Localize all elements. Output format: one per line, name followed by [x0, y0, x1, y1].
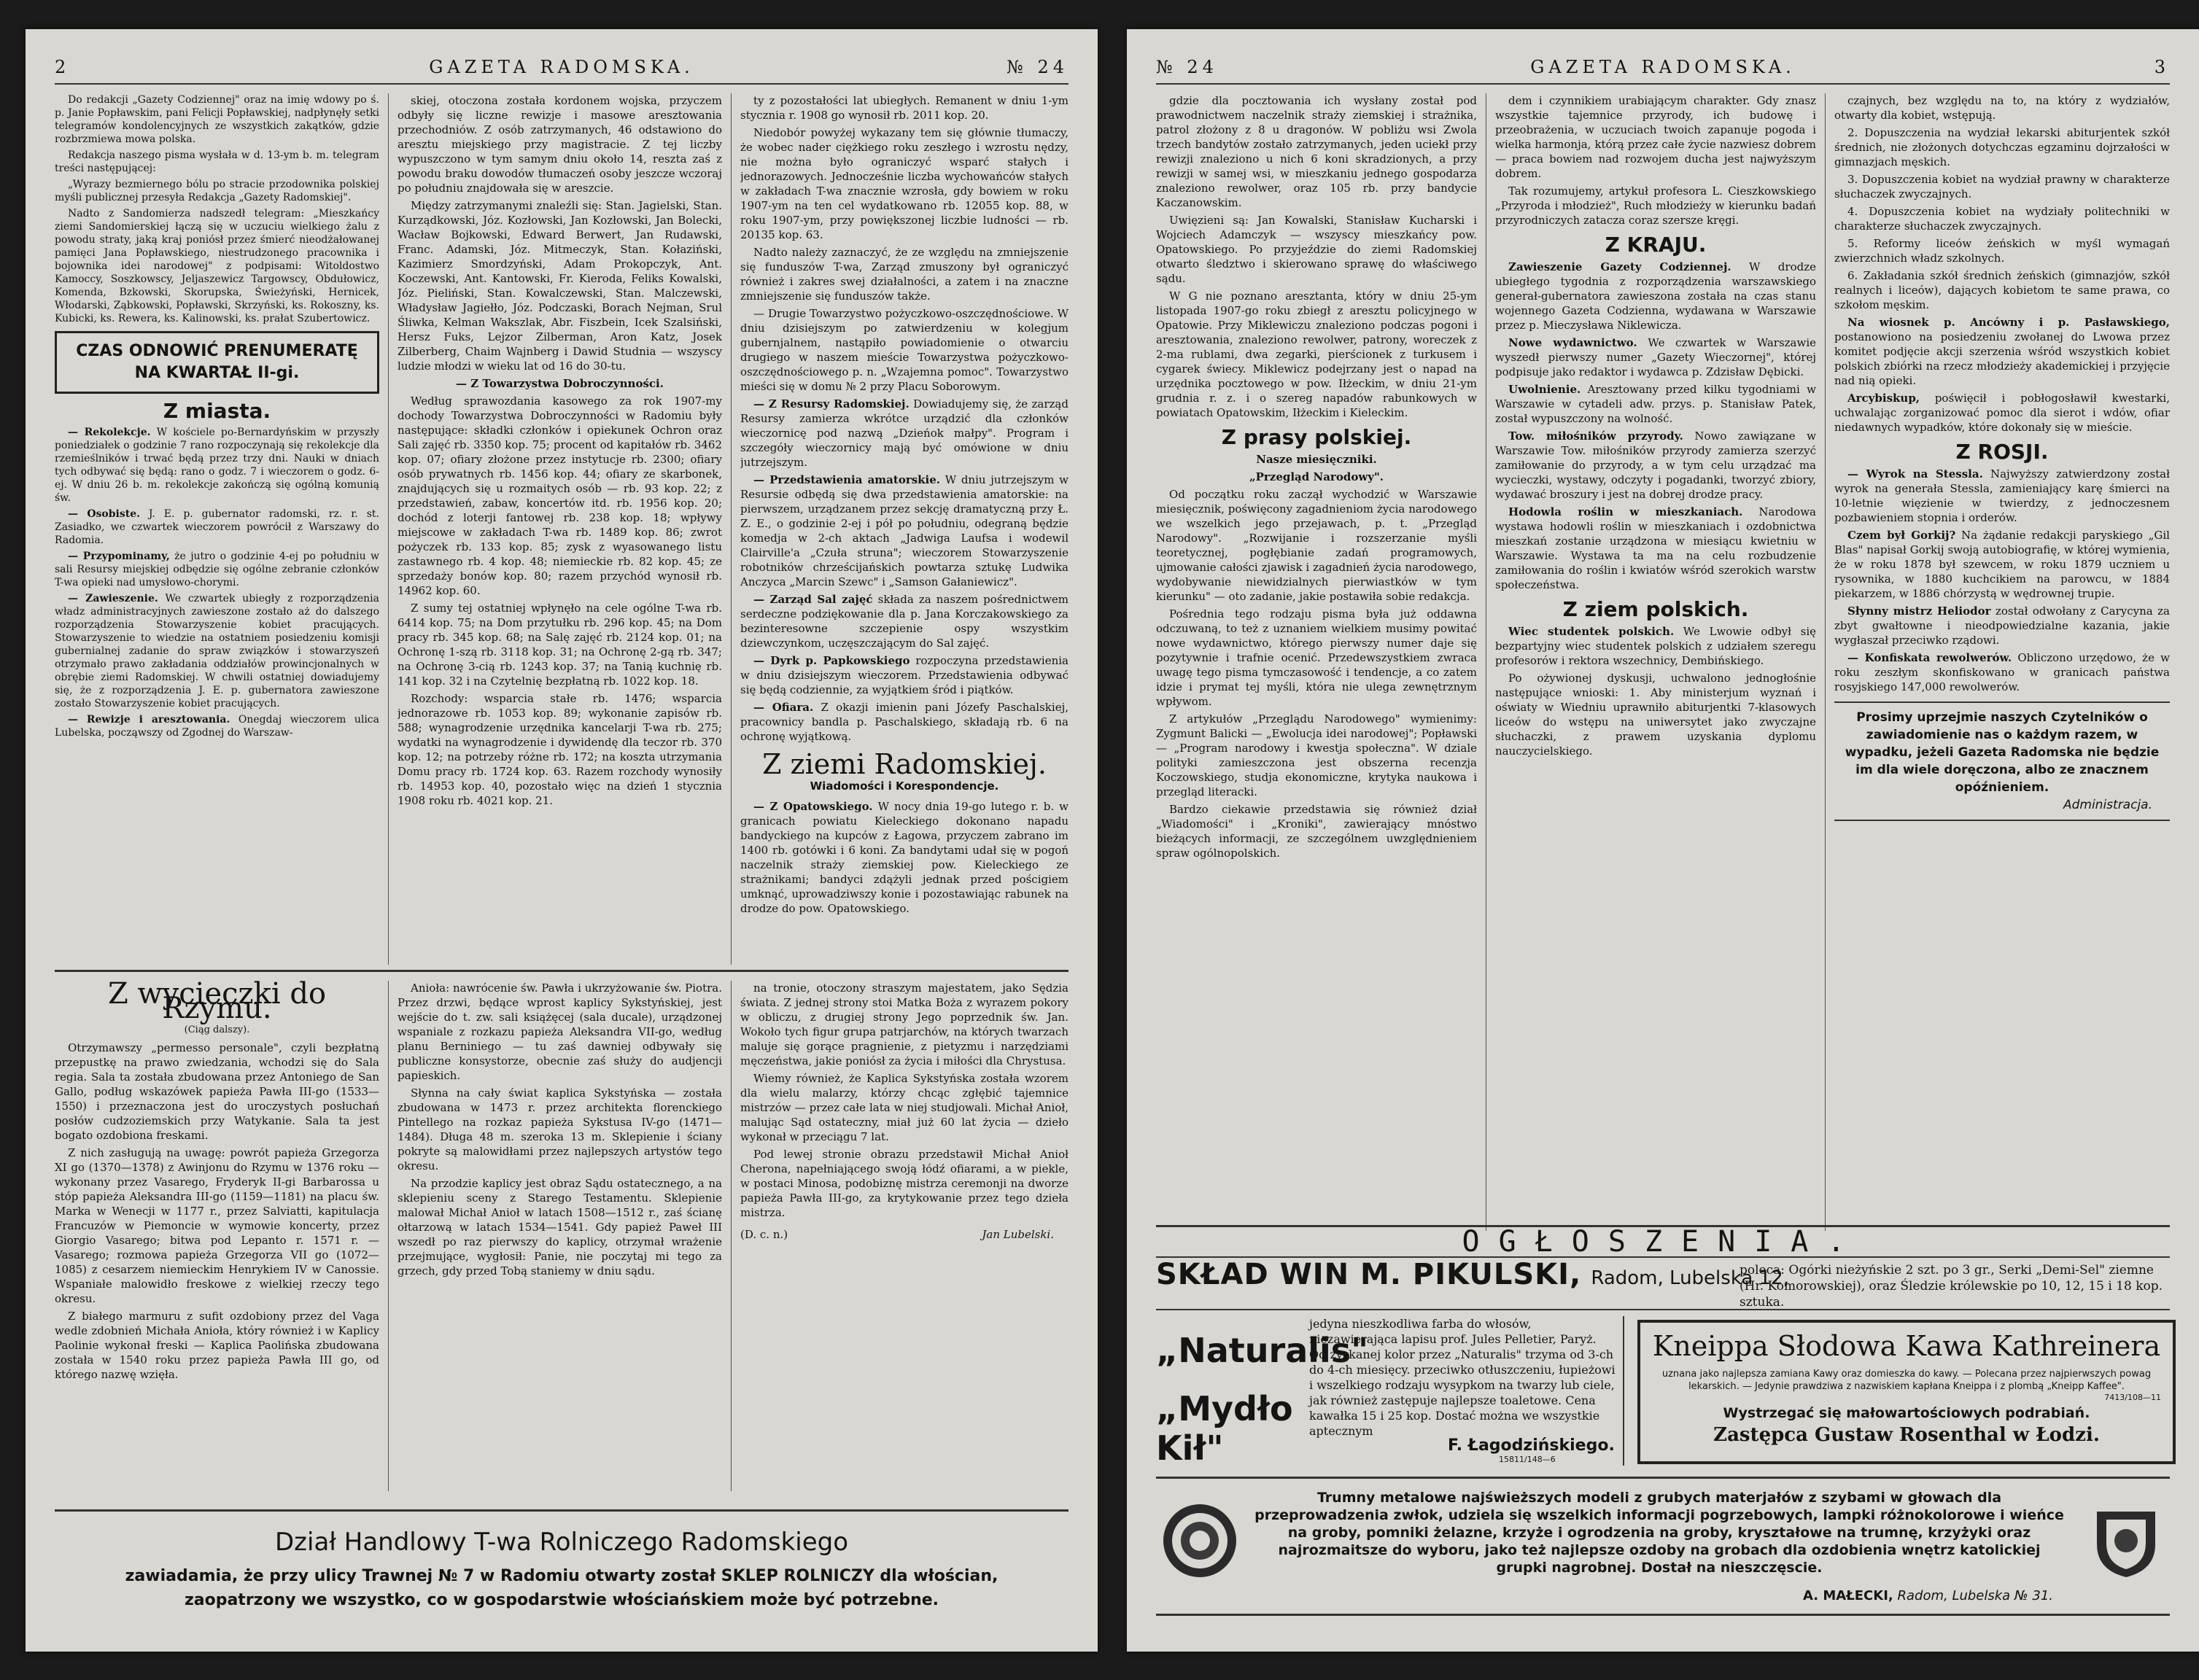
page-header — [55, 57, 1069, 85]
news-items — [55, 426, 379, 739]
coffins-ad — [1156, 1477, 2170, 1616]
naturalis-ad — [1156, 1316, 1624, 1466]
paragraph: Na przodzie kaplicy jest obraz Sądu ostatecznego, a na sklepieniu sceny z Starego Testamentu. Sklepienie malował Michał Anioł w latach 1508—1512 r., zaś ścianę ołtarzową w latach 1534—1541. Gdy papież Paweł III wszedł po raz pierwszy do kaplicy, otrzymał wrażenie przejmujące, wygłosił: Panie, nie poczytaj mi tego za grzech, gdy przed Tobą staniemy w dniu sądu. — [397, 1177, 722, 1278]
crest-emblem-icon — [2086, 1501, 2166, 1581]
news-item: Nowe wydawnictwo. We czwartek w Warszawie wyszedł pierwszy numer „Gazety Wieczornej", której podpisuje jako redaktor i wydawca p. Zdzisław Dębicki. — [1495, 336, 1816, 378]
paragraph: Wiemy również, że Kaplica Sykstyńska została wzorem dla wielu malarzy, którzy chcąc zgłębić tajemnice mistrzów — przez całe lata w niej studjowali. Michał Anioł, malując Sąd ostateczny, miał już 60 lat życia — dzieło wykonał w przeciągu 7 lat. — [740, 1072, 1069, 1143]
paragraph: Z białego marmuru z sufit ozdobiony przez del Vaga wedle zdobnień Michała Anioła, który również i w Kaplicy Paolinie wykonał freski — Kaplica Paolińska zbudowana została w 1540 roku przez papieża Pawła III go, od którego nazwę wzięła. — [55, 1310, 379, 1381]
ad-line: zaopatrzony we wszystko, co w gospodarstwie włościańskiem może być potrzebne. — [184, 1591, 939, 1609]
readers-notice — [1834, 701, 2170, 821]
subscription-notice-box: CZAS ODNOWIĆ PRENUMERATĘ NA KWARTAŁ II-gi. — [55, 331, 379, 394]
ad-reference: 15811/148—6 — [1499, 1455, 1556, 1464]
naturalis-name: „Naturalis" — [1156, 1331, 1369, 1370]
section-title-z-prasy-polskiej: Z prasy polskiej. — [1221, 425, 1412, 449]
kneipp-agent: Zastępca Gustaw Rosenthal w Łodzi. — [1713, 1424, 2100, 1446]
mydlo-kil-name: „Mydło Kił" — [1156, 1389, 1293, 1468]
paragraph: Redakcja naszego pisma wysłała w d. 13-ym b. m. telegram treści następującej: — [55, 149, 379, 174]
paragraph: W G nie poznano aresztanta, który w dniu 25-ym listopada 1907-go roku zbiegł z aresztu policyjnego w Opatowie. Przy Miklewiczu znaleziono podczas pogoni i aresztowania, znaleziono rewolwer, patrony, woreczek z 2-ma rublami, dwa zegarki, pierścionek z turkusem i cygarek świecy. Miklewicz podejrzany jest o napad na urzędnika pocztowego w pow. Iłżeckim, w dniu 21-ym grudnia r. z. i o szereg napadów rabunkowych w powiatach Opatowskim, Iłżeckim i Kieleckim. — [1156, 289, 1477, 419]
column-2 — [397, 93, 722, 965]
feuilleton-column-3 — [740, 981, 1069, 1491]
issue-number: № 24 — [1007, 57, 1069, 77]
column-1 — [55, 93, 379, 965]
news-item: Zawieszenie Gazety Codziennej. W drodze ubiegłego tygodnia z rozporządzenia warszawskiego generał-gubernatora zawieszona została na czas stanu wojennego Gazeta Codzienna, wydawana w Warszawie przez p. Mieczysława Niklewicza. — [1495, 260, 1816, 332]
left-page — [26, 29, 1098, 1652]
paragraph: Otrzymawszy „permesso personale", czyli bezpłatną przepustkę na prawo zwiedzania, wchodzi się do Sala regia. Sala ta została zbudowana przez Antoniego de San Gallo, podług wskazówek papieża Pawła III-go (1533—1550) i przeznaczona jest do uroczystych posłuchań posłów cudzoziemskich przy Watykanie. Sala ta jest bogato ozdobiona freskami. — [55, 1041, 379, 1142]
right-page — [1127, 29, 2199, 1652]
kneipp-warning: Wystrzegać się małowartościowych podrabiań. — [1723, 1405, 2090, 1421]
column-3 — [740, 93, 1069, 965]
paragraph: Rozchody: wsparcia stałe rb. 1476; wsparcia jednorazowe rb. 1053 kop. 89; wykonanie zapisów rb. 588; wynagrodzenie urzędnika kancelarji T-wa rb. 275; wydatki na wynagrodzenie i dywidendę dla teczor rb. 370 kop. 12; na potrzeby różne rb. 172; na koszta utrzymania Domu pracy rb. 1724 kop. 63. Razem rozchody wynosiły rb. 14953 kop. 40, pozostało więc na dzień 1 stycznia 1908 roku rb. 4021 kop. 21. — [397, 692, 722, 807]
continuation-mark: (D. c. n.) — [740, 1228, 788, 1241]
paragraph: gdzie dla pocztowania ich wysłany został pod prawodnictwem naczelnik straży ziemskiej i strażnika, patrol złożony z 8 u dragonów. W pobliżu wsi Zwola trzech bandytów zostało zatrzymanych, jeden uciekł przy rewizji znaleziono u nich 6 koni skradzionych, a przy rewizji w samej wsi, w mieszkaniu jednego gospodarza znaleziono rewolwer, oraz 105 rb. przy bandycie Kaczanowskim. — [1156, 94, 1477, 209]
paragraph: Do redakcji „Gazety Codziennej" oraz na imię wdowy po ś. p. Janie Popławskim, pani Felicji Popławskiej, nadpłynęły setki telegramów kondolencyjnych ze wszystkich zakątków, gdzie rozbrzmiewa mowa polska. — [55, 94, 379, 145]
section-title-z-miasta: Z miasta. — [163, 399, 271, 423]
author-signature: Jan Lubelski. — [982, 1228, 1054, 1241]
paragraph: Tak rozumujemy, artykuł profesora L. Cieszkowskiego „Przyroda i młodzież", Ruch młodzieży w kierunku badań przyrodniczych zatacza coraz szersze kręgi. — [1495, 184, 1816, 227]
naturalis-dealer: F. Łagodzińskiego. — [1448, 1436, 1615, 1455]
paragraph: Od początku roku zaczął wychodzić w Warszawie miesięcznik, poświęcony zagadnieniom życia narodowego we wszelkich jego przejawach, p. t. „Przegląd Narodowy". „Rozwijanie i rozszerzanie myśli teoretycznej, pogłębianie zadań programowych, ujmowanie całości zjawisk i zagadnień życia narodowego, wydobywanie niewidzialnych pierwiastków w tym kierunku" — oto zadanie, jakie postawiła sobie redakcja. — [1156, 488, 1477, 603]
section-title-z-rosji: Z ROSJI. — [1955, 440, 2049, 464]
paragraph: 2. Dopuszczenia na wydział lekarski abiturjentek szkół średnich, nie złożonych dotychczas egzaminu dojrzałości w gimnazjach męskich. — [1834, 126, 2170, 168]
column-divider — [388, 93, 389, 965]
paragraph: na tronie, otoczony straszym majestatem, jako Sędzia świata. Z jednej strony stoi Matka Boża z wyrazem pokory w obliczu, z drugiej strony Jego poprzednik św. Jan. Wokoło tych figur grupa patrjarchów, na których twarzach maluje się gorące pragnienie, z pietyzmu i narzędziami męczeństwa, jakie poniósł za życia i miłości dla Chrystusa. — [740, 981, 1069, 1068]
notice-text: Prosimy uprzejmie naszych Czytelników o zawiadomienie nas o każdym razem, w wypadku, jeżeli Gazeta Radomska nie będzie im dla wiele doręczona, albo ze znacznem opóźnieniem. — [1845, 710, 2160, 795]
feuilleton-column-2 — [397, 981, 722, 1491]
feuilleton-title: Z wycieczki do Rzymu. — [107, 981, 327, 1025]
continued-note: (Ciąg dalszy). — [184, 1024, 250, 1035]
page-number: 3 — [2154, 57, 2170, 77]
ads-heading-bar — [1156, 1225, 2170, 1258]
column-3 — [1834, 93, 2170, 1231]
section-title-z-ziemi-radomskiej: Z ziemi Radomskiej. — [762, 748, 1047, 780]
coffins-text: Trumny metalowe najświeższych modeli z grubych materjałów z szybami w głowach dla przeprowadzenia zwłok, udziela się wszelkich informacji pogrzebowych, lampki różnokolorowe i wieńce na groby, pomniki żelazne, krzyże i ogrodzenia na groby, kryształowe na trumnę, krzyżyki oraz najrozmaitsze do wyboru, jako też najlepsze ozdoby na grobach dla ozdobienia wnętrz katolickiej grupki nagrobnej. Dostał na nieszczęscie. — [1254, 1490, 2064, 1576]
news-item: — Osobiste. J. E. p. gubernator radomski, rz. r. st. Zasiadko, we czwartek wieczorem powrócił z Warszawy do Radomia. — [55, 508, 379, 546]
newspaper-title: GAZETA RADOMSKA. — [429, 57, 694, 77]
ad-heading: Dział Handlowy T-wa Rolniczego Radomskiego — [274, 1528, 849, 1557]
kneipp-text: uznana jako najlepsza zamiana Kawy oraz domieszka do kawy. — Polecana przez najpierwszych powag lekarskich. — Jedynie prawdziwa z nazwiskiem kapłana Kneippa i z plombą „Kneipp Kaffee". — [1661, 1369, 2152, 1392]
news-item: Czem był Gorkij? Na żądanie redakcji paryskiego „Gil Blas" napisał Gorkij swoją autobiografię, w której wymienia, że w roku 1878 był szewcem, w roku 1879 uczniem u rysownika, w 1880 kuchcikiem na parowcu, w 1884 piekarzem, w 1886 chórzystą w wędrownej trupie. — [1834, 529, 2170, 600]
column-divider — [731, 93, 732, 965]
paragraph: Między zatrzymanymi znaleźli się: Stan. Jagielski, Stan. Kurządkowski, Józ. Kozłowski, Jan Kozłowski, Jan Bolecki, Wacław Bojkowski, Edward Berwert, Jan Rudawski, Franc. Adamski, Józ. Mitmeczyk, Stan. Kołaziński, Kazimierz Smordzyński, Adam Prokopczyk, Ant. Koczewski, Ant. Kantowski, Fr. Kieroda, Feliks Kowalski, Józ. Pieliński, Stan. Kowalczewski, Stan. Malczewski, Władysław Jagiełło, Józ. Podczaski, Borach Nejman, Srul Śliwka, Kelman Wakszlak, Abr. Fiszbein, Icek Szalsiński, Hersz Fuks, Lejzor Zilberman, Aron Katz, Josek Zilberberg, Chaim Wajnberg i Dawid Studnia — wszyscy ludzie młodzi w wieku lat od 16 do 30-tu. — [397, 199, 722, 373]
wine-shop-ad — [1156, 1258, 2170, 1310]
paragraph: Według sprawozdania kasowego za rok 1907-my dochody Towarzystwa Dobroczynności w Radomiu były następujące: składki członków i opiekunek Ochron oraz Sali zajęć rb. 3350 kop. 75; procent od kapitałów rb. 3462 kop. 07; ofiary złożone przez instytucje rb. 2300; ofiary osób prywatnych rb. 1456 kop. 44; ofiary ze skarbonek, znajdujących się u rozmaitych osób — rb. 93 kop. 22; z przedstawień, zabaw, koncertów itd. rb. 1956 kop. 20; dochód z loterji fantowej rb. 238 kop. 18; wpływy miejscowe w zakładach T-wa rb. 1489 kop. 86; zwrot pożyczek rb. 133 kop. 85; zysk z wyasowanego listu zastawnego rb. 4 kop. 48; niemieckie rb. 82 kop. 45; ze sprzedaży bonów kop. 80; razem przychód wynosił rb. 14962 kop. 60. — [397, 394, 722, 597]
paragraph: Niedobór powyżej wykazany tem się głównie tłumaczy, że wobec nader ciężkiego roku zeszłego i wzrostu nędzy, nie można było ograniczyć wsparć stałych i jednorazowych. Jednocześnie liczba wychowańców stałych w zakładach T-wa znacznie wzrosła, gdy bowiem w roku 1907-ym na ten cel wydatkowano rb. 12055 kop. 88, w roku 1907-ym, przy powiększonej liczbie ludności — rb. 20135 kop. 63. — [740, 126, 1069, 241]
news-item: Słynny mistrz Heliodor został odwołany z Carycyna za zbyt gwałtowne i nieodpowiedzialne kazania, jakie wygłaszał przeciwko rządowi. — [1834, 604, 2170, 647]
paragraph: Pośrednia tego rodzaju pisma była już oddawna odczuwaną, to też z uznaniem wielkiem musimy powitać nowe wydawnictwo, którego pierwszy numer daje się pozytywnie i trafnie ocenić. Przedewszystkiem zwraca uwagę tego pisma tymczasowość i tendencje, a co zatem idzie i prymat tej myśli, która nie ulega zewnętrznym wpływom. — [1156, 607, 1477, 708]
paragraph: 5. Reformy liceów żeńskich w myśl wymagań zwierzchnich władz szkolnych. — [1834, 237, 2170, 265]
paragraph: 4. Dopuszczenia kobiet na wydziały politechniki w charakterze słuchaczek zwyczajnych. — [1834, 205, 2170, 233]
paragraph: Pod lewej stronie obrazu przedstawił Michał Anioł Cherona, napełniającego swoją łódź ofiarami, a w piekle, w postaci Minosa, podobiznę mistrza ceremonji na dworze papieża Pawła III-go, za krytykowanie przez tego dzieła mistrza. — [740, 1148, 1069, 1219]
notice-signature: Administracja. — [2063, 798, 2152, 812]
paragraph: czajnych, bez względu na to, na który z wydziałów, otwarty dla kobiet, wstępują. — [1834, 94, 2170, 122]
column-divider — [731, 981, 732, 1491]
wine-shop-address: Radom, Lubelska 12, — [1591, 1267, 1789, 1289]
naturalis-text: jedyna nieszkodliwa farba do włosów, niezawierająca lapisu prof. Jules Pelletier, Paryż. Od zyskanej kolor przez „Naturalis" trzyma od 3-ch do 4-ch miesięcy. przeciwko otłuszczeniu, łupieżowi i wszelkiego rodzaju wysypkom na twarzy lub ciele, jak również zastępuje najlepsze toaletowe. Cena kawałka 15 i 25 kop. Dostać można we wszystkie aptecznym — [1309, 1317, 1616, 1438]
news-item: — Wyrok na Stessla. Najwyższy zatwierdzony został wyrok na generała Stessla, zamieniający karę śmierci na 10-letnie więzienie w twierdzy, z jednoczesnem pozbawieniem stopnia i orderów. — [1834, 467, 2170, 524]
kneipp-title: Kneippa Słodowa Kawa Kathreinera — [1652, 1330, 2161, 1362]
section-title-z-ziem-polskich: Z ziem polskich. — [1562, 597, 1749, 621]
news-item: — Przypominamy, że jutro o godzinie 4-ej po południu w sali Resursy miejskiej odbędzie się ogólne zebranie członków T-wa opieki nad umysłowo-chorymi. — [55, 551, 379, 588]
paragraph: „Wyrazy bezmiernego bólu po stracie przodownika polskiej myśli publicznej przesyła Redakcja „Gazety Radomskiej". — [55, 179, 379, 203]
news-item: Wiec studentek polskich. We Lwowie odbył się bezpartyjny wiec studentek polskich z udziałem szeregu profesorów i rektora wszechnicy, Dembińskiego. — [1495, 625, 1816, 667]
news-item: — Zawieszenie. We czwartek ubiegły z rozporządzenia władz administracyjnych zawieszone zostało aż do dalszego rozporządzenia Stowarzyszenie kobiet pracujących. Stowarzyszenie to wiedzie na ostatniem posiedzeniu komisji gubernialnej zadanie do spraw związków i stowarzyszeń otrzymało prawo zakładania oddziałów prowincjonalnych w obrębie ziemi Radomskiej. W chwili ostatniej dowiadujemy się, że z rozporządzenia J. E. p. gubernatora zawieszone zostało Stowarzyszenie kobiet pracujących. — [55, 593, 379, 709]
paragraph: ty z pozostałości lat ubiegłych. Remanent w dniu 1-ym stycznia r. 1908 go wynosił rb. 2011 kop. 20. — [740, 94, 1069, 122]
subsection-title: „Przegląd Narodowy". — [1249, 470, 1384, 483]
wine-shop-offer: poleca: Ogórki nieżyńskie 2 szt. po 3 gr., Serki „Demi-Sel" ziemne (Hr. Komorowskiej), oraz Śledzie królewskie po 10, 12, 15 i 18 kop. sztuka. — [1740, 1263, 2163, 1310]
news-item: — Z Opatowskiego. W nocy dnia 19-go lutego r. b. w granicach powiatu Kieleckiego dokonano napadu bandyckiego na kupców z Łagowa, przyczem zabrano im 1400 rb. gotówki i 6 koni. Za bandytami udał się w pogoń naczelnik straży ziemskiej pow. Kieleckiego ze strażnikami; bandyci zdążyli jednak przed pościgiem umknąć, uprowadziwszy konie i pozostawiając rabunek na drodze do pow. Opatowskiego. — [740, 800, 1069, 915]
paragraph: Z sumy tej ostatniej wpłynęło na cele ogólne T-wa rb. 6414 kop. 75; na Dom przytułku rb. 296 kop. 45; na Dom pracy rb. 345 kop. 68; na Salę zajęć rb. 2124 kop. 01; na Ochronę 1-szą rb. 3118 kop. 31; na Ochronę 2-gą rb. 347; na Ochronę 3-cią rb. 1243 kop. 37; na Tanią kuchnię rb. 141 kop. 32 i na Czytelnię bezpłatną rb. 1022 kop. 18. — [397, 602, 722, 688]
newspaper-title: GAZETA RADOMSKA. — [1530, 57, 1796, 77]
paragraph: Nadto należy zaznaczyć, że ze względu na zmniejszenie się funduszów T-wa, Zarząd zmuszony był ograniczyć również i zakres swej działalności, a zatem i na znaczne zmniejszenie się funduszów także. — [740, 246, 1069, 303]
news-item: Tow. miłośników przyrody. Nowo zawiązane w Warszawie Tow. miłośników przyrody zamierza szerzyć zamiłowanie do przyrody, a w tym celu urządzać ma wycieczki, wystawy, odczyty i pogadanki, tworzyć zbiory, wydawać broszury i jest na dobrej drodze pracy. — [1495, 429, 1816, 501]
news-item: — Rewizje i aresztowania. Onegdaj wieczorem ulica Lubelska, począwszy od Zgodnej do Warszaw- — [55, 714, 379, 739]
page-number: 2 — [55, 57, 71, 77]
paragraph: — Drugie Towarzystwo pożyczkowo-oszczędnościowe. W dniu dzisiejszym po zatwierdzeniu w kolegjum gubernjalnem, nastąpiło powiadomienie o otwarciu drugiego w naszem mieście Towarzystwa pożyczkowo-oszczędnościowego p. n. „Wzajemna pomoc". Towarzystwo mieści się w domu № 2 przy Placu Soborowym. — [740, 307, 1069, 393]
paragraph: 6. Zakładania szkół średnich żeńskich (gimnazjów, szkół realnych i liceów), dających kobietom te same prawa, co szkołom męskim. — [1834, 269, 2170, 311]
ads-heading: OGŁOSZENIA. — [1462, 1225, 1864, 1259]
paragraph: Nadto z Sandomierza nadszedł telegram: „Mieszkańcy ziemi Sandomierskiej łączą się w uczuciu wielkiego żalu z powodu straty, jaką kraj poniósł przez śmierć nieodżałowanej pamięci Jana Popławskiego, niestrudzonego pracownika i bojownika idei narodowej" z podpisami: Witoldostwo Kamoccy, Soszkowscy, Jeljaszewicz Targowscy, Obdułowicz, Komenda, Bzkowski, Skorupska, Świeżyński, Hernicek, Włodarski, Ząbkowski, Popławski, Skrzyński, ks. Rokoszny, ks. Kubicki, ks. Rewera, ks. Kalinowski, ks. prałat Szubertowicz. — [55, 208, 379, 324]
subsection-title: — Z Towarzystwa Dobroczynności. — [456, 377, 664, 390]
news-item: — Konfiskata rewolwerów. Obliczono urzędowo, że w roku zeszłym skonfiskowano w granicach państwa rosyjskiego 147,000 rewolwerów. — [1834, 651, 2170, 693]
news-item: Hodowla roślin w mieszkaniach. Narodowa wystawa hodowli roślin w mieszkaniach i ozdobnictwa mieszkań zostanie urządzona w miesiącu kwietniu w Warszawie. Wystawa ta ma na celu rozbudzenie zamiłowania do roślin i kwiatów wśród szerokich warstw społeczeństwa. — [1495, 505, 1816, 591]
issue-number: № 24 — [1156, 57, 1218, 77]
news-item: Na wiosnek p. Ancówny i p. Pasławskiego, postanowiono na posiedzeniu zwołanej do Lwowa przez komitet podjęcie akcji szerzenia wśród wszystkich kobiet polskich zbiórki na rzecz młodzieży akademickiej i przyjęcie nad nią opieki. — [1834, 316, 2170, 387]
news-item: — Z Resursy Radomskiej. Dowiadujemy się, że zarząd Resursy zamierza wkrótce urządzić dla członków wieczornicę pod nazwą „Dzieńok małpy". Program i szczegóły wieczornicy mają być omówione w dniu jutrzejszym. — [740, 397, 1069, 469]
news-item: — Przedstawienia amatorskie. W dniu jutrzejszym w Resursie odbędą się dwa przedstawienia amatorskie: na pierwszem, urządzanem przez sekcję dramatyczną przy Ł. Z. E., o godzinie 2-ej i pół po południu, odegraną będzie komedja w 2-ch aktach „Jadwiga Laufsa i wodewil Clairville'a „Czuła struna"; wieczorem Stowarzyszenie robotników chrześcijańskich powtarza sztukę Ludwika Anczyca „Marcin Szewc" i „Samson Gałaniewicz". — [740, 473, 1069, 588]
paragraph: Z nich zasługują na uwagę: powrót papieża Grzegorza XI go (1370—1378) z Awinjonu do Rzymu w 1376 roku — wykonany przez Vasarego, Fryderyk II-gi Barbarossa u stóp papieża Aleksandra III-go (1159—1181) na placu św. Marka w Wenecji w 1177 r., przez Salviatti, kapitulacja Francuzów w Piemoncie w wymowie koncerty, przez Giorgio Vasarego; bitwa pod Lepanto r. 1571 r. — Vasarego; rozmowa papieża Grzegorza VII go (1072—1085) z cesarzem niemieckim Henrykiem IV w Canossie. Wspaniałe malowidło freskowe z wielkiej rzeczy tego okresu. — [55, 1146, 379, 1305]
feuilleton-separator — [55, 970, 1069, 972]
paragraph: Słynna na cały świat kaplica Sykstyńska — została zbudowana w 1473 r. przez architekta florenckiego Pintellego na rozkaz papieża Sykstusa IV-go (1471—1484). Długa 48 m. szeroka 13 m. Sklepienie i ściany pokryte są malowidłami przez najlepszych artystów tego okresu. — [397, 1086, 722, 1172]
ad-reference: 7413/108—11 — [2104, 1393, 2161, 1402]
news-item: — Ofiara. Z okazji imienin pani Józefy Paschalskiej, pracownicy bandla p. Paschalskiego, składają rb. 6 na ochronę wyjątkową. — [740, 701, 1069, 743]
paragraph: skiej, otoczona została kordonem wojska, przyczem odbyły się liczne rewizje i masowe aresztowania przechodniów. Z osób zatrzymanych, 46 odstawiono do aresztu miejskiego przy magistracie. Z tej liczby wypuszczono w tym samym dniu około 14, reszta zaś z powodu braku dowodów tłumaczeń osoby jeszcze wczoraj po południu znajdowała się w areszcie. — [397, 94, 722, 195]
ad-line: zawiadamia, że przy ulicy Trawnej № 7 w Radomiu otwarty został SKLEP ROLNICZY dla włościan, — [125, 1567, 998, 1585]
paragraph: dem i czynnikiem urabiającym charakter. Gdy znasz wszystkie tajemnice przyrody, ich budowę i przeobrażenia, w uczuciach twoich zapanuje pogoda i wielka harmonja, którą przez całe życie nazwiesz dobrem — praca bowiem nad rozwojem ducha jest najwyższym dobrem. — [1495, 94, 1816, 180]
page-header — [1156, 57, 2170, 85]
coffins-signature: A. MAŁECKI, Radom, Lubelska № 31. — [1802, 1588, 2053, 1603]
intro-articles — [55, 93, 379, 325]
paragraph: Uwięzieni są: Jan Kowalski, Stanisław Kucharski i Wojciech Adamczyk — wszyscy mieszkańcy pow. Opatowskiego. Po przyjeździe do ziemi Radomskiej otwarto śledztwo i skierowano sprawę do właściwego sądu. — [1156, 214, 1477, 285]
column-2 — [1495, 93, 1816, 1231]
column-divider — [388, 981, 389, 1491]
news-item: Arcybiskup, poświęcił i pobłogosławił kwestarki, uchwalając zorganizować pomoc dla sierot i wdów, ofiar niedawnych wypadków, które dokonały się w mieście. — [1834, 392, 2170, 434]
agricultural-shop-ad — [55, 1509, 1069, 1628]
section-title-z-kraju: Z KRAJU. — [1605, 233, 1707, 257]
subsection-title: Nasze miesięczniki. — [1256, 453, 1377, 466]
paragraph: Anioła: nawrócenie św. Pawła i ukrzyżowanie św. Piotra. Przez drzwi, będące wprost kaplicy Sykstyńskiej, jest wejście do t. zw. sali książęcej (sala ducale), urządzonej wspaniale z rozkazu papieża Aleksandra VII-go, według planu Berniniego — tu zaś dawniej odbywały się publiczne konsystorze, obecnie zaś służy do audjencji papieskich. — [397, 981, 722, 1082]
medal-emblem-icon — [1160, 1501, 1240, 1581]
section-subtitle: Wiadomości i Korespondencje. — [810, 779, 999, 793]
paragraph: Po ożywionej dyskusji, uchwalono jednogłośnie następujące wnioski: 1. Aby ministerjum wyznań i oświaty w Wiedniu uprawniło abiturjentki 7-klasowych liceów do wstępu na uniwersytet jako zwyczajne słuchaczki, z prawem uzyskania dyplomu nauczycielskiego. — [1495, 672, 1816, 758]
kneipp-coffee-ad — [1637, 1320, 2176, 1464]
news-item: — Rekolekcje. W kościele po-Bernardyńskim w przyszły poniedziałek o godzinie 7 rano rozpoczynają się rekolekcje dla rzemieślników i trwać będą przez trzy dni. Nauki w dniach tych odbywać się będą: rano o godz. 7 i wieczorem o godz. 6-ej. W dniu 26 b. m. rekolekcje zakończą się ogólną komunią św. — [55, 427, 379, 504]
news-item: — Zarząd Sal zajęć składa za naszem pośrednictwem serdeczne podziękowanie dla p. Jana Korczakowskiego za bezinteresowne szczepienie ospy wszystkim dziewczynkom, uczęszczającym do Sal zajęć. — [740, 593, 1069, 650]
news-item: Uwolnienie. Aresztowany przed kilku tygodniami w Warszawie w cytadeli adw. przys. p. Stanisław Patek, został wypuszczony na wolność. — [1495, 383, 1816, 425]
feuilleton-column-1 — [55, 981, 379, 1491]
paragraph: Z artykułów „Przeglądu Narodowego" wymienimy: Zygmunt Balicki — „Ewolucja idei narodowej"; Popławski — „Program narodowy i kwestja społeczna". W dziale polityki zamieszczona jest obszerna recenzja Koczowskiego, studja ekonomiczne, krytyka naukowa i przegląd literacki. — [1156, 712, 1477, 798]
column-divider — [1825, 93, 1826, 1231]
paragraph: 3. Dopuszczenia kobiet na wydział prawny w charakterze słuchaczek zwyczajnych. — [1834, 173, 2170, 201]
signature-row — [740, 1227, 1069, 1242]
paragraph: Bardzo ciekawie przedstawia się również dział „Wiadomości" i „Kroniki", zawierający mnóstwo bieżących informacji, ze szczególnem uwzględnieniem spraw ogólnopolskich. — [1156, 803, 1477, 860]
column-1 — [1156, 93, 1477, 1231]
wine-shop-name: SKŁAD WIN M. PIKULSKI, — [1156, 1258, 1582, 1291]
news-item: — Dyrk p. Papkowskiego rozpoczyna przedstawienia w dniu dzisiejszym wieczorem. Przedstawienia odbywać się będą codziennie, za wyjątkiem śród i piątków. — [740, 654, 1069, 696]
